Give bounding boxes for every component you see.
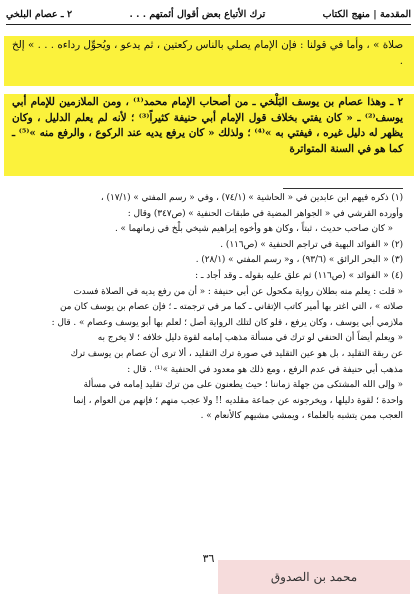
header-section: المقدمة | منهج الكتاب — [322, 8, 411, 20]
footnote-line: عن ربقة التقليد ، بل هو عين التقليد في صورة ترك التقليد ، ألا ترى أن عصام بن يوسف ترك — [70, 348, 403, 359]
footnote-line: (٢) « الفوائد البهية في تراجم الحنفية » (ص١١٦) . — [220, 239, 403, 250]
footnote-line: « وإلى الله المشتكى من جهلة زماننا ؛ حيث يطعنون على من ترك تقليد إمامه في مسألة — [83, 380, 403, 391]
footnote-line: « قلت : يعلم منه بطلان رواية مكحول عن أبي حنيفة : « أن من رفع يديه في الصلاة فسدت — [73, 286, 403, 297]
running-header — [6, 4, 411, 25]
page-number: ٣٦ — [202, 552, 215, 565]
footnote-line: وأورده القرشي في « الجواهر المضية في طبقات الحنفية » (ص٣٤٧) وقال : — [127, 208, 403, 219]
footnotes — [12, 192, 403, 426]
header-title: ترك الأتباع بعض أقوال أئمتهم . . . — [129, 8, 266, 20]
footnote-line: مذهب أبي حنيفة في عدم الرفع ، ومع ذلك هو معدود في الحنفية »⁽¹⁾ . قال : — [127, 364, 403, 375]
header-chapter: ٢ ـ عصام البلخي — [6, 8, 73, 20]
footnote-line: (٤) « الفوائد » (ص١١٦) ثم علق عليه بقوله ـ وقد أجاد ـ : — [195, 270, 403, 281]
signature-label: محمد بن الصدوق — [218, 560, 410, 594]
body-paragraph-2: ٢ ـ وهذا عصام بن يوسف البَلْخي ـ من أصحاب الإمام محمد⁽¹⁾ ، ومن الملازمين للإمام أبي يوسف⁽²⁾ ـ « كان يفتي بخلاف قول الإمام أبي حنيفة كثيراً⁽³⁾ ؛ لأنه لم يعلم الدليل ، وكان يظهر له دليل غيره ، فيفتي به »⁽⁴⁾ ؛ ولذلك « كان يرفع يديه عند الركوع ، والرفع منه »⁽⁵⁾ ـ كما هو في السنة المتواترة — [12, 96, 404, 155]
footnote-line: « كان صاحب حديث ، ثبتاً ، وكان هو وأخوه إبراهيم شيخي بلْخ في زمانهما » . — [114, 224, 393, 235]
footnote-line: العجب ممن يتشبه بالعلماء ، ويمشي مشيهم كالأنعام » . — [200, 411, 403, 422]
footnote-line: ملازمي أبي يوسف ، وكان يرفع ، فلو كان لتلك الرواية أصل ؛ لعلم بها أبو يوسف وعصام » . قال : — [51, 317, 403, 328]
footnote-line: صلاته » ، التي اغتر بها أمير كاتب الإتقاني ـ كما مر في ترجمته ـ ؛ فإن عصام بن يوسف كان من — [59, 302, 403, 313]
footnote-line: واحدة ؛ لقوة دليلها ، ويخرجونه عن جماعة مقلديه !! ولا عجب منهم ؛ فإنهم من العوام ، إنما — [73, 395, 403, 406]
footnote-line: (١) ذكره فيهم ابن عابدين في « الحاشية » (٧٤/١) ، وفي « رسم المفتي » (١٧/١) ، — [100, 193, 403, 203]
body-paragraph-1: صلاة » ، وأما في قولنا : فإن الإمام يصلي بالناس ركعتين ، ثم يدعو ، ويُحوِّل رداءه . . . » إلخ . — [12, 39, 403, 67]
footnote-rule — [283, 188, 403, 189]
footnote-line: (٣) « البحر الرائق » (٩٣/٦) ، و« رسم المفتي » (٢٨/١) . — [195, 255, 403, 266]
footnote-line: « ويعلم أيضاً أن الحنفي لو ترك في مسألة مذهب إمامه لقوة دليل خلافه ؛ لا يخرج به — [97, 333, 403, 344]
